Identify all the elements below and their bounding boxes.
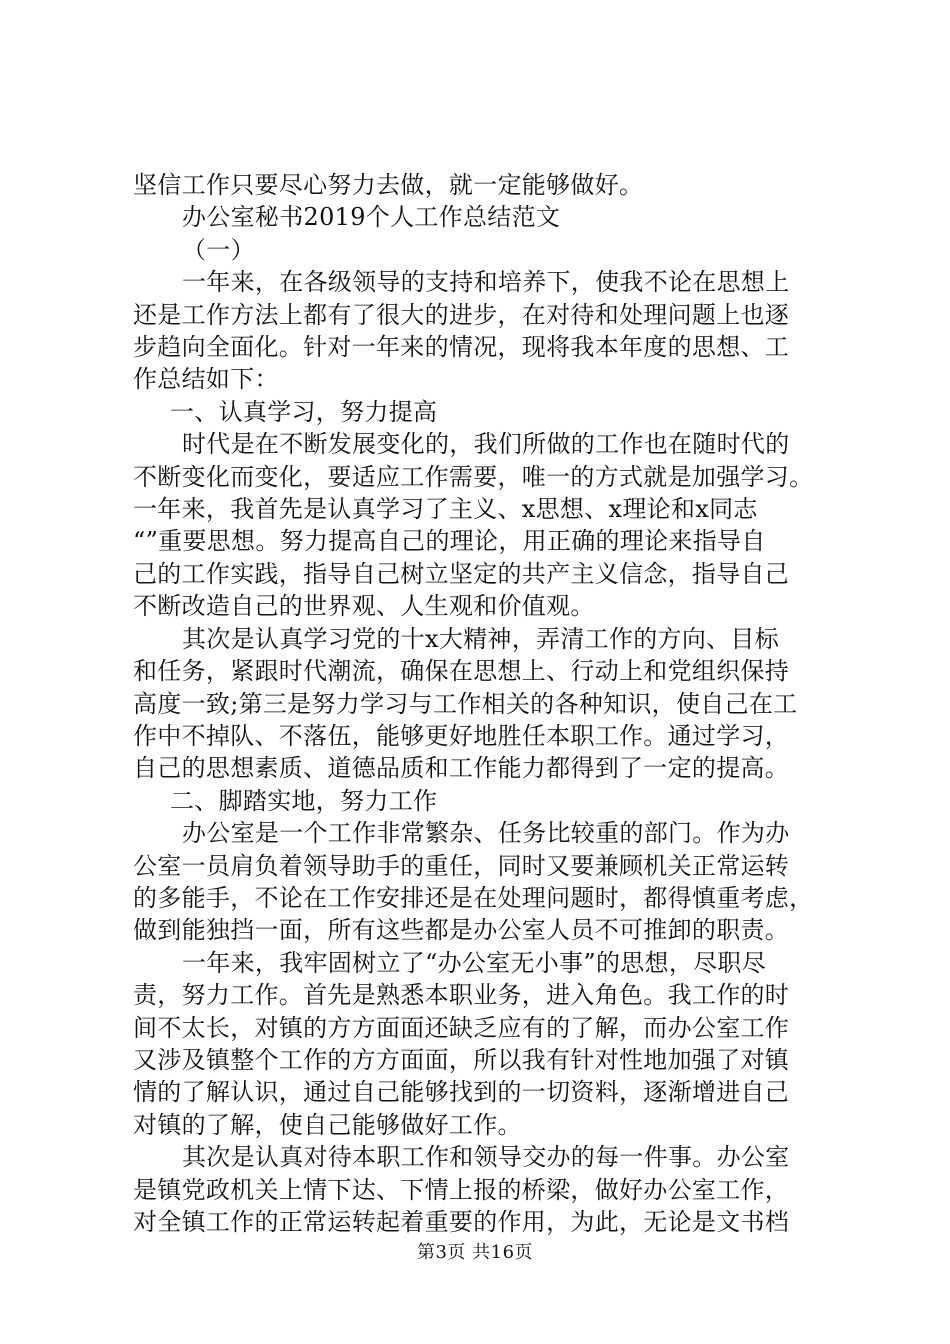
body-line: 责，努力工作。首先是熟悉本职业务，进入角色。我工作的时 [133,981,790,1010]
body-line: 高度一致;第三是努力学习与工作相关的各种知识，使自己在工 [133,689,798,718]
section-number: （一） [182,235,255,264]
body-line: 自己的思想素质、道德品质和工作能力都得到了一定的提高。 [133,754,790,783]
body-line: 作中不掉队、不落伍，能够更好地胜任本职工作。通过学习， [133,721,790,750]
section-heading: 二、脚踏实地，努力工作 [170,786,438,815]
body-line: 一年来，我牢固树立了“办公室无小事”的思想，尽职尽 [182,948,767,977]
body-line: 对镇的了解，使自己能够做好工作。 [133,1110,522,1139]
body-line: 一年来，在各级领导的支持和培养下，使我不论在思想上 [182,268,790,297]
body-line: 己的工作实践，指导自己树立坚定的共产主义信念，指导自己 [133,559,790,588]
body-line: 间不太长，对镇的方方面面还缺乏应有的了解，而办公室工作 [133,1013,790,1042]
body-line: 又涉及镇整个工作的方方面面，所以我有针对性地加强了对镇 [133,1045,790,1074]
body-line: 是镇党政机关上情下达、下情上报的桥梁，做好办公室工作， [133,1175,790,1204]
document-body [133,169,833,1238]
body-line: 和任务，紧跟时代潮流，确保在思想上、行动上和党组织保持 [133,657,790,686]
body-line: 步趋向全面化。针对一年来的情况，现将我本年度的思想、工 [133,333,790,362]
body-line: 办公室是一个工作非常繁杂、任务比较重的部门。作为办 [182,819,790,848]
body-line: 做到能独挡一面，所有这些都是办公室人员不可推卸的职责。 [133,916,790,945]
page-footer: 第3页 共16页 [416,1242,534,1263]
document-title: 办公室秘书2019个人工作总结范文 [182,203,561,232]
body-line: 其次是认真学习党的十x大精神，弄清工作的方向、目标 [182,624,780,653]
body-line: 不断改造自己的世界观、人生观和价值观。 [133,592,595,621]
body-line: 一年来，我首先是认真学习了主义、x思想、x理论和x同志 [133,495,758,524]
body-line: “”重要思想。努力提高自己的理论，用正确的理论来指导自 [133,527,766,556]
body-line: 时代是在不断发展变化的，我们所做的工作也在随时代的 [182,430,790,459]
body-line: 其次是认真对待本职工作和领导交办的每一件事。办公室 [182,1143,790,1172]
body-line: 的多能手，不论在工作安排还是在处理问题时，都得慎重考虑， [133,883,814,912]
section-heading: 一、认真学习，努力提高 [170,397,438,426]
body-line: 公室一员肩负着领导助手的重任，同时又要兼顾机关正常运转 [133,851,790,880]
body-line: 不断变化而变化，要适应工作需要，唯一的方式就是加强学习。 [133,462,814,491]
body-line: 对全镇工作的正常运转起着重要的作用，为此，无论是文书档 [133,1208,790,1236]
body-line: 坚信工作只要尽心努力去做，就一定能够做好。 [133,171,644,199]
body-line: 情的了解认识，通过自己能够找到的一切资料，逐渐增进自己 [133,1078,790,1107]
body-line: 还是工作方法上都有了很大的进步，在对待和处理问题上也逐 [133,300,790,329]
body-line: 作总结如下： [133,365,279,394]
